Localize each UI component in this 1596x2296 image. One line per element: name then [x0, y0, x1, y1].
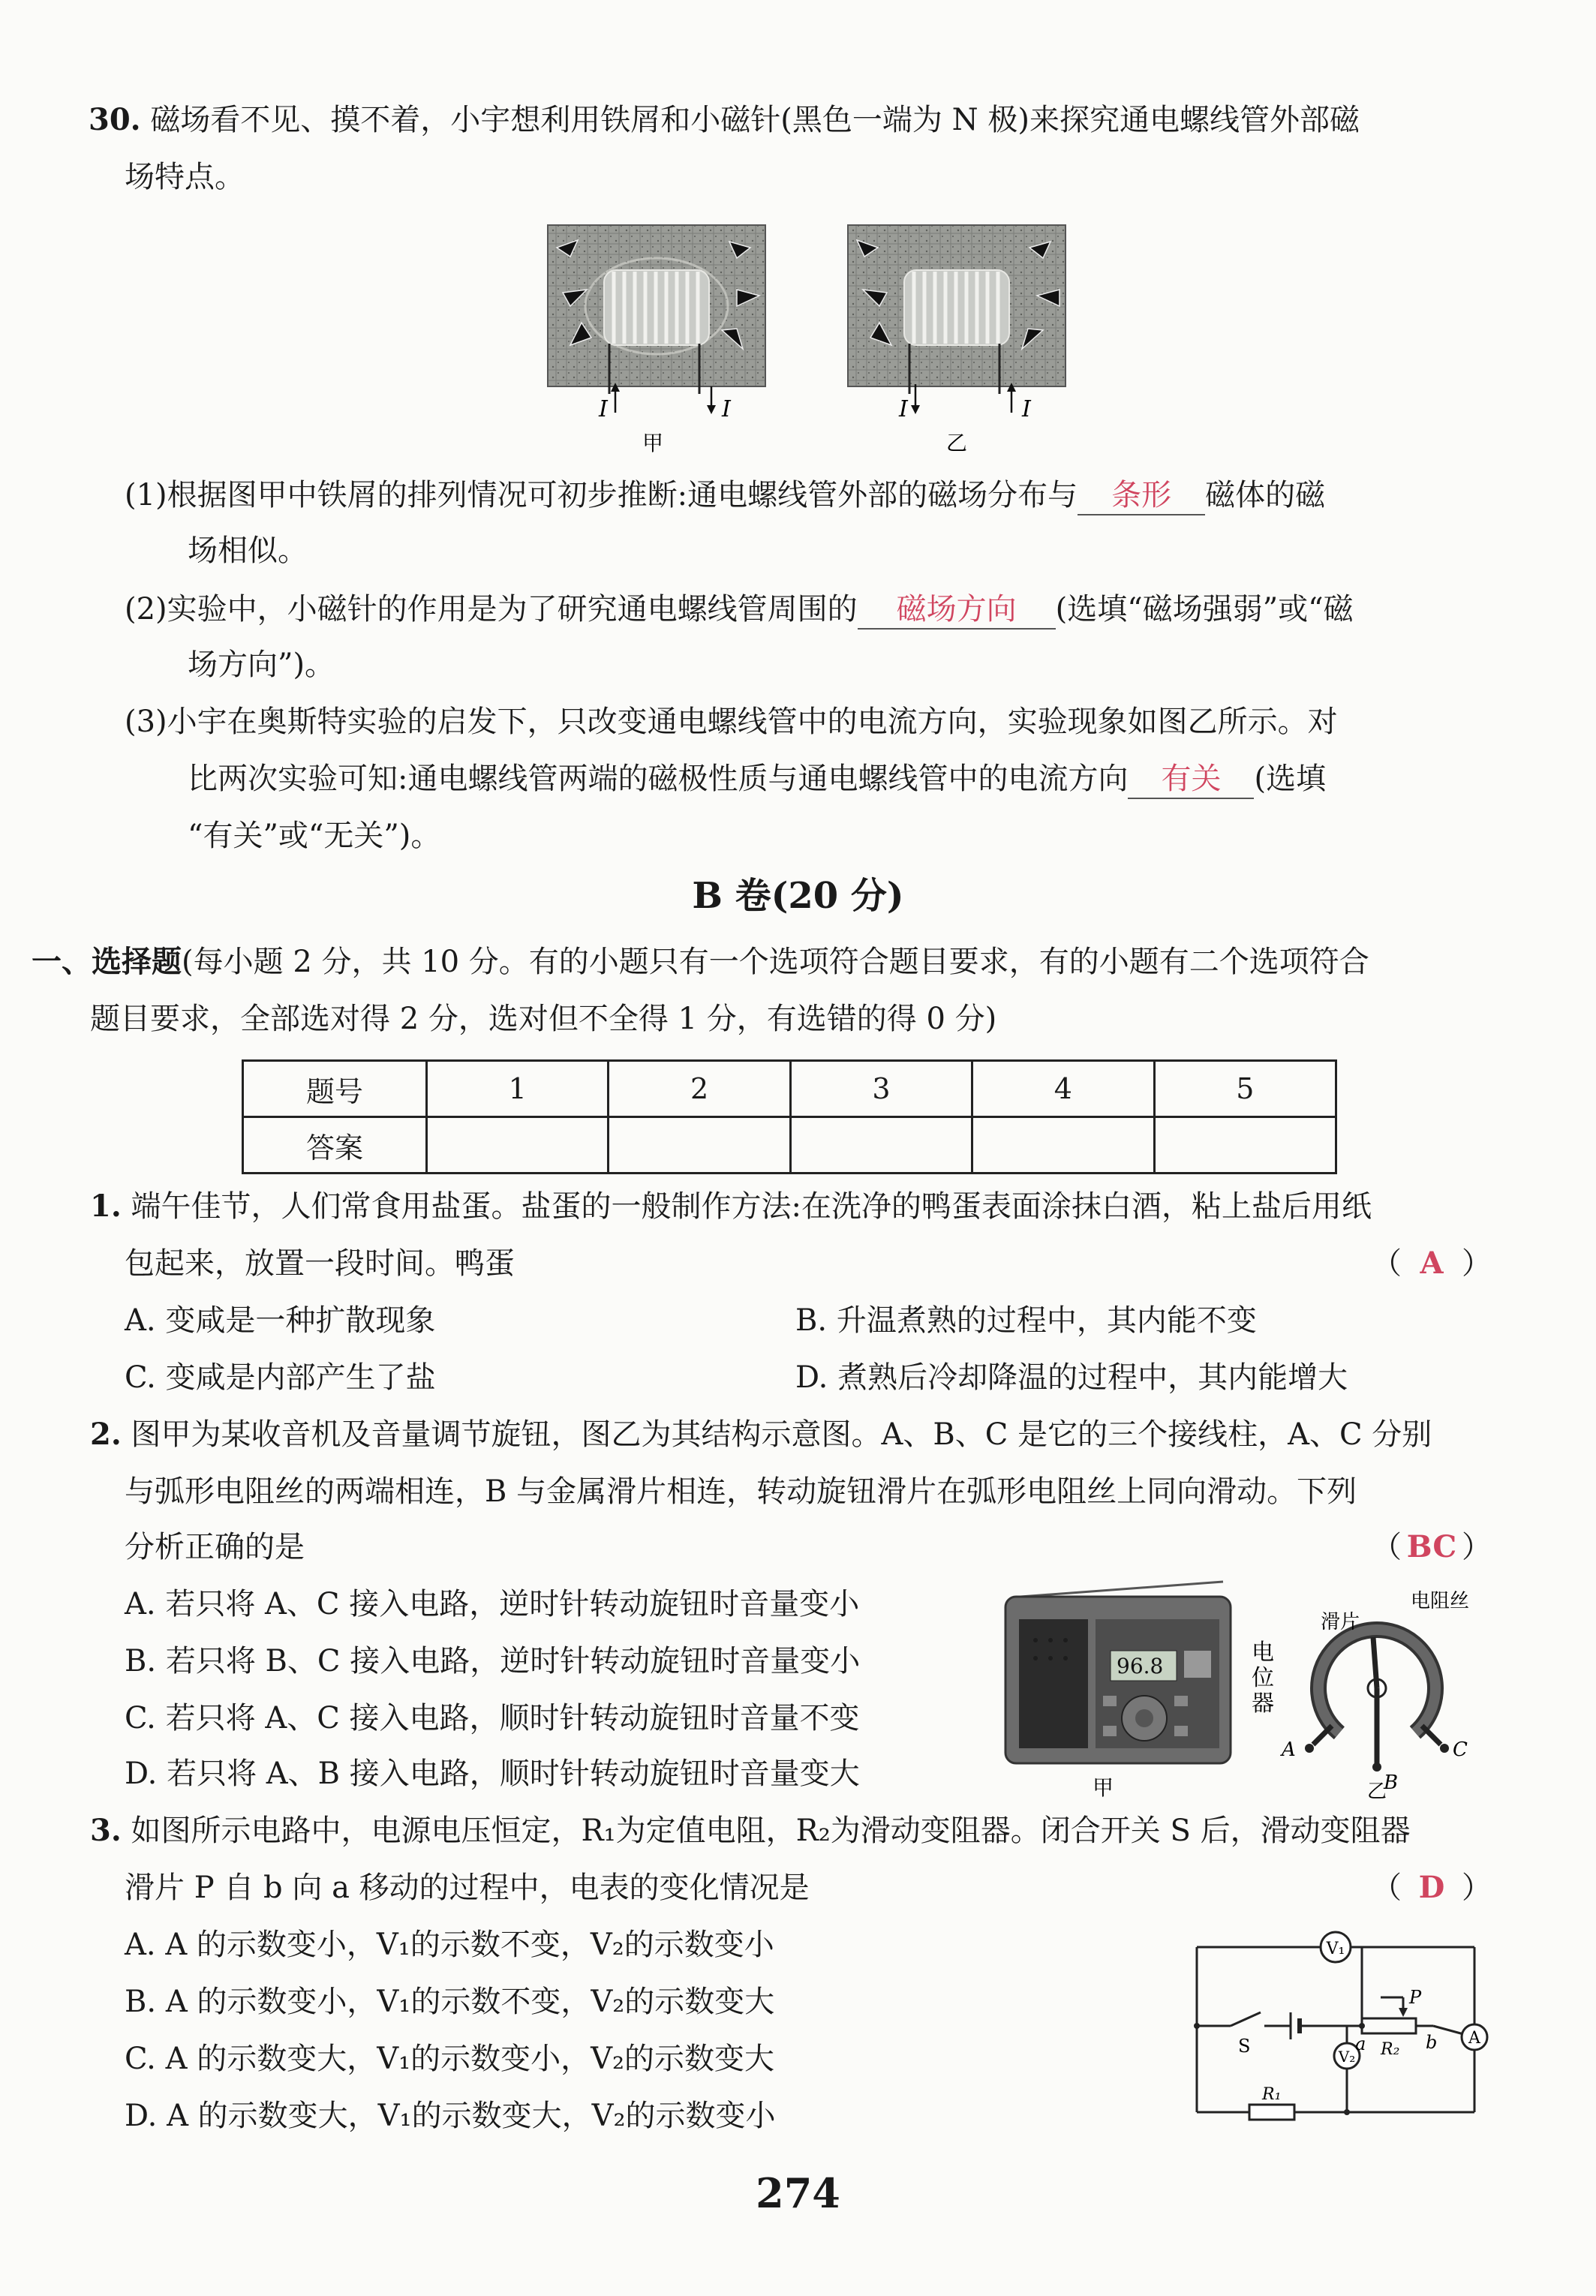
label-r1: R₁ [1262, 2085, 1282, 2104]
q3-circuit [1178, 1913, 1501, 2138]
pot-label-2: 位 [1252, 1665, 1274, 1691]
q30-sub1-line2: 场相似。 [188, 533, 308, 568]
table-num-3: 3 [790, 1061, 972, 1117]
q30-sub3-text-tail: (选填 [1254, 762, 1327, 796]
q30-line1 [89, 99, 1360, 141]
q3-option-a[interactable]: A. A 的示数变小，V₁的示数不变，V₂的示数变小 [125, 1928, 774, 1962]
q2-option-d[interactable]: D. 若只将 A、B 接入电路，顺时针转动旋钮时音量变大 [125, 1757, 860, 1791]
q1-stem-line1: 端午佳节，人们常食用盐蛋。盐蛋的一般制作方法:在洗净的鸭蛋表面涂抹白酒，粘上盐后用纸 [131, 1189, 1372, 1224]
q3-stem-line1: 如图所示电路中，电源电压恒定，R₁为定值电阻，R₂为滑动变阻器。闭合开关 S 后，滑动变阻器 [131, 1814, 1411, 1848]
q30-sub1-text-tail: 磁体的磁 [1205, 478, 1326, 512]
potentiometer-diagram [1294, 1606, 1459, 1772]
q1-answer: A [1420, 1246, 1444, 1281]
q1-option-c[interactable]: C. 变咸是内部产生了盐 [125, 1360, 436, 1395]
current-label-a2: I [722, 396, 731, 422]
q3-option-d[interactable]: D. A 的示数变大，V₁的示数变大，V₂的示数变小 [125, 2099, 776, 2133]
q30-sub2-answer: 磁场方向 [858, 591, 1056, 630]
page-number: 274 [756, 2169, 840, 2217]
section-b-title: B 卷(20 分) [692, 875, 904, 917]
q2-answer-bracket: （ BC ） [1372, 1526, 1492, 1568]
current-label-b2: I [1022, 396, 1031, 422]
label-a: a [1355, 2033, 1366, 2054]
q2-stem-line1: 图甲为某收音机及音量调节旋钮，图乙为其结构示意图。A、B、C 是它的三个接线柱，A、C 分别 [131, 1417, 1432, 1452]
q30-number: 30. [89, 102, 141, 137]
table-num-5: 5 [1154, 1061, 1336, 1117]
radio-image [1005, 1582, 1231, 1763]
q3-stem-line2: 滑片 P 自 b 向 a 移动的过程中，电表的变化情况是 [125, 1871, 810, 1905]
table-head-number: 题号 [243, 1061, 427, 1117]
q1-line1 [90, 1186, 1372, 1228]
q1-stem-line2: 包起来，放置一段时间。鸭蛋 [125, 1246, 515, 1281]
pot-label-1: 电 [1252, 1639, 1274, 1666]
q30-sub3-text: 比两次实验可知:通电螺线管两端的磁极性质与通电螺线管中的电流方向 [188, 762, 1129, 796]
section-b-intro-text: (每小题 2 分，共 10 分。有的小题只有一个选项符合题目要求，有的小题有二个选项符合 [182, 945, 1369, 979]
pot-label-3: 器 [1252, 1690, 1274, 1717]
label-v2: V₂ [1338, 2048, 1356, 2066]
q2-option-c[interactable]: C. 若只将 A、C 接入电路，顺时针转动旋钮时音量不变 [125, 1701, 860, 1736]
q2-line1 [90, 1414, 1432, 1456]
q3-option-c[interactable]: C. A 的示数变大，V₁的示数变小，V₂的示数变大 [125, 2042, 775, 2076]
q2-option-a[interactable]: A. 若只将 A、C 接入电路，逆时针转动旋钮时音量变小 [125, 1587, 860, 1621]
fig-label-jia: 甲 [642, 431, 664, 455]
answer-table [242, 1059, 1337, 1174]
table-num-4: 4 [972, 1061, 1154, 1117]
q2-option-b[interactable]: B. 若只将 B、C 接入电路，逆时针转动旋钮时音量变小 [125, 1644, 861, 1678]
q30-stem-line1: 磁场看不见、摸不着，小宇想利用铁屑和小磁针(黑色一端为 N 极)来探究通电螺线管外部磁 [150, 103, 1360, 137]
label-b: b [1426, 2032, 1438, 2053]
q1-option-d[interactable]: D. 煮熟后冷却降温的过程中，其内能增大 [795, 1360, 1348, 1395]
q30-sub1-text: (1)根据图甲中铁屑的排列情况可初步推断:通电螺线管外部的磁场分布与 [125, 478, 1078, 512]
q2-number: 2. [90, 1417, 122, 1452]
fig-terminal-a: A [1282, 1739, 1296, 1761]
label-ammeter: A [1468, 2029, 1480, 2048]
q30-figure [540, 218, 1081, 458]
table-answer-cell[interactable] [609, 1117, 790, 1174]
section-b-intro-line1 [32, 941, 1369, 983]
fig-label-yi: 乙 [945, 431, 968, 455]
q30-sub3-line2 [188, 758, 1326, 800]
q3-number: 3. [90, 1813, 122, 1848]
resistor-r1 [1249, 2105, 1294, 2120]
table-num-1: 1 [427, 1061, 609, 1117]
section-b-intro-line2: 题目要求，全部选对得 2 分，选对但不全得 1 分，有选错的得 0 分) [90, 1002, 997, 1036]
q3-answer-bracket: （ D ） [1372, 1867, 1492, 1909]
q2-figure [990, 1576, 1501, 1801]
q30-sub2-text: (2)实验中，小磁针的作用是为了研究通电螺线管周围的 [125, 592, 858, 627]
fig2-label-jia: 甲 [1092, 1775, 1114, 1800]
q30-sub1-line1 [125, 474, 1325, 516]
q30-sub1-answer: 条形 [1078, 476, 1205, 515]
table-answer-cell[interactable] [1154, 1117, 1336, 1174]
table-answer-cell[interactable] [790, 1117, 972, 1174]
q3-line1 [90, 1810, 1411, 1852]
q3-option-b[interactable]: B. A 的示数变小，V₁的示数不变，V₂的示数变大 [125, 1985, 775, 2019]
fig-slider-label: 滑片 [1321, 1611, 1360, 1633]
q2-stem-line2: 与弧形电阻丝的两端相连，B 与金属滑片相连，转动旋钮滑片在弧形电阻丝上同向滑动。下列 [125, 1474, 1357, 1509]
q1-answer-bracket: （ A ） [1372, 1243, 1492, 1285]
q30-sub2-text-tail: (选填“磁场强弱”或“磁 [1055, 592, 1354, 627]
q1-number: 1. [90, 1189, 122, 1224]
table-answer-cell[interactable] [972, 1117, 1154, 1174]
q1-option-a[interactable]: A. 变咸是一种扩散现象 [125, 1303, 436, 1338]
section-b-heading: 一、选择题 [32, 944, 182, 979]
fig2-label-yi: 乙 [1366, 1781, 1387, 1801]
current-label-b1: I [899, 396, 908, 422]
table-answer-cell[interactable] [427, 1117, 609, 1174]
label-p: P [1409, 1987, 1422, 2008]
current-label-a1: I [599, 396, 608, 422]
q30-sub3-line1: (3)小宇在奥斯特实验的启发下，只改变通电螺线管中的电流方向，实验现象如图乙所示。对 [125, 705, 1338, 739]
q30-sub3-answer: 有关 [1128, 760, 1254, 799]
q2-stem-line3: 分析正确的是 [125, 1530, 305, 1564]
q3-answer: D [1418, 1870, 1445, 1905]
table-head-answer: 答案 [243, 1117, 427, 1174]
q1-option-b[interactable]: B. 升温煮熟的过程中，其内能不变 [795, 1303, 1257, 1338]
fig-wire-label: 电阻丝 [1411, 1590, 1470, 1612]
label-r2: R₂ [1381, 2040, 1400, 2059]
q30-sub3-line3: “有关”或“无关”)。 [188, 819, 441, 853]
fig-terminal-c: C [1453, 1739, 1468, 1761]
solenoid-photo-a [548, 225, 765, 394]
q30-sub2-line2: 场方向”)。 [188, 648, 335, 682]
q30-stem-line2: 场特点。 [125, 160, 245, 194]
fig-terminal-b: B [1384, 1772, 1399, 1794]
label-v1: V₁ [1326, 1940, 1345, 1958]
q30-sub2-line1 [125, 588, 1354, 630]
solenoid-photo-b [848, 225, 1066, 422]
table-num-2: 2 [609, 1061, 790, 1117]
q2-answer: BC [1406, 1529, 1457, 1564]
radio-display: 96.8 [1117, 1654, 1164, 1678]
label-s: S [1238, 2036, 1251, 2057]
